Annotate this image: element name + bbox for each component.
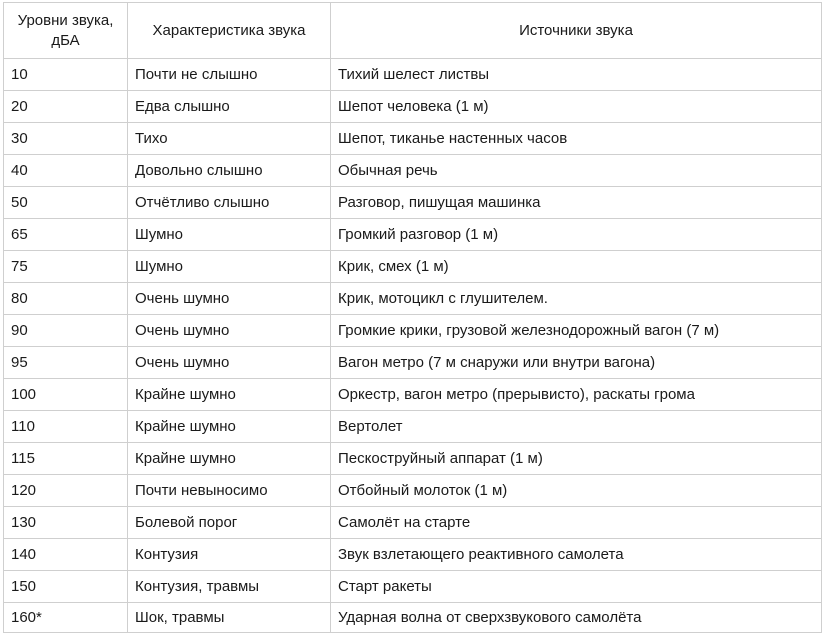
cell-sources: Разговор, пишущая машинка <box>331 187 822 219</box>
cell-sources: Вертолет <box>331 411 822 443</box>
cell-characteristic: Шумно <box>128 251 331 283</box>
cell-level: 120 <box>4 475 128 507</box>
cell-level: 140 <box>4 539 128 571</box>
cell-characteristic: Едва слышно <box>128 91 331 123</box>
cell-sources: Громкие крики, грузовой железнодорожный вагон (7 м) <box>331 315 822 347</box>
cell-sources: Старт ракеты <box>331 571 822 603</box>
cell-sources: Самолёт на старте <box>331 507 822 539</box>
cell-level: 100 <box>4 379 128 411</box>
cell-level: 130 <box>4 507 128 539</box>
table-row <box>4 187 822 219</box>
cell-sources: Крик, смех (1 м) <box>331 251 822 283</box>
table-row <box>4 59 822 91</box>
table-body <box>4 59 822 633</box>
cell-characteristic: Контузия <box>128 539 331 571</box>
cell-level: 90 <box>4 315 128 347</box>
cell-level: 30 <box>4 123 128 155</box>
cell-level: 20 <box>4 91 128 123</box>
header-row <box>4 3 822 59</box>
cell-sources: Оркестр, вагон метро (прерывисто), раскаты грома <box>331 379 822 411</box>
cell-characteristic: Шумно <box>128 219 331 251</box>
cell-characteristic: Тихо <box>128 123 331 155</box>
table-row <box>4 155 822 187</box>
cell-characteristic: Отчётливо слышно <box>128 187 331 219</box>
cell-level: 75 <box>4 251 128 283</box>
cell-characteristic: Довольно слышно <box>128 155 331 187</box>
cell-sources: Звук взлетающего реактивного самолета <box>331 539 822 571</box>
sound-levels-table-container <box>3 2 821 633</box>
cell-sources: Крик, мотоцикл с глушителем. <box>331 283 822 315</box>
table-row <box>4 251 822 283</box>
table-header <box>4 3 822 59</box>
table-row <box>4 411 822 443</box>
cell-sources: Ударная волна от сверхзвукового самолёта <box>331 603 822 633</box>
cell-characteristic: Почти не слышно <box>128 59 331 91</box>
cell-sources: Тихий шелест листвы <box>331 59 822 91</box>
table-row <box>4 443 822 475</box>
cell-level: 65 <box>4 219 128 251</box>
table-row <box>4 571 822 603</box>
cell-sources: Пескоструйный аппарат (1 м) <box>331 443 822 475</box>
cell-level: 95 <box>4 347 128 379</box>
cell-characteristic: Почти невыносимо <box>128 475 331 507</box>
cell-characteristic: Крайне шумно <box>128 411 331 443</box>
cell-characteristic: Контузия, травмы <box>128 571 331 603</box>
table-row <box>4 91 822 123</box>
table-row <box>4 219 822 251</box>
cell-sources: Шепот человека (1 м) <box>331 91 822 123</box>
cell-characteristic: Очень шумно <box>128 315 331 347</box>
header-level: Уровни звука, дБА <box>4 3 128 59</box>
cell-sources: Обычная речь <box>331 155 822 187</box>
cell-level: 80 <box>4 283 128 315</box>
cell-characteristic: Шок, травмы <box>128 603 331 633</box>
cell-level: 110 <box>4 411 128 443</box>
table-row <box>4 283 822 315</box>
cell-level: 10 <box>4 59 128 91</box>
table-row <box>4 123 822 155</box>
table-row <box>4 347 822 379</box>
table-row <box>4 315 822 347</box>
header-sources: Источники звука <box>331 3 822 59</box>
cell-characteristic: Болевой порог <box>128 507 331 539</box>
cell-level: 160* <box>4 603 128 633</box>
cell-sources: Вагон метро (7 м снаружи или внутри вагона) <box>331 347 822 379</box>
cell-characteristic: Очень шумно <box>128 283 331 315</box>
table-row <box>4 539 822 571</box>
table-row <box>4 379 822 411</box>
table-row <box>4 507 822 539</box>
cell-sources: Шепот, тиканье настенных часов <box>331 123 822 155</box>
cell-level: 50 <box>4 187 128 219</box>
sound-levels-table <box>3 2 822 633</box>
cell-level: 115 <box>4 443 128 475</box>
table-row <box>4 603 822 633</box>
header-characteristic: Характеристика звука <box>128 3 331 59</box>
cell-level: 40 <box>4 155 128 187</box>
cell-characteristic: Крайне шумно <box>128 443 331 475</box>
cell-sources: Отбойный молоток (1 м) <box>331 475 822 507</box>
cell-characteristic: Крайне шумно <box>128 379 331 411</box>
cell-sources: Громкий разговор (1 м) <box>331 219 822 251</box>
table-row <box>4 475 822 507</box>
cell-characteristic: Очень шумно <box>128 347 331 379</box>
cell-level: 150 <box>4 571 128 603</box>
